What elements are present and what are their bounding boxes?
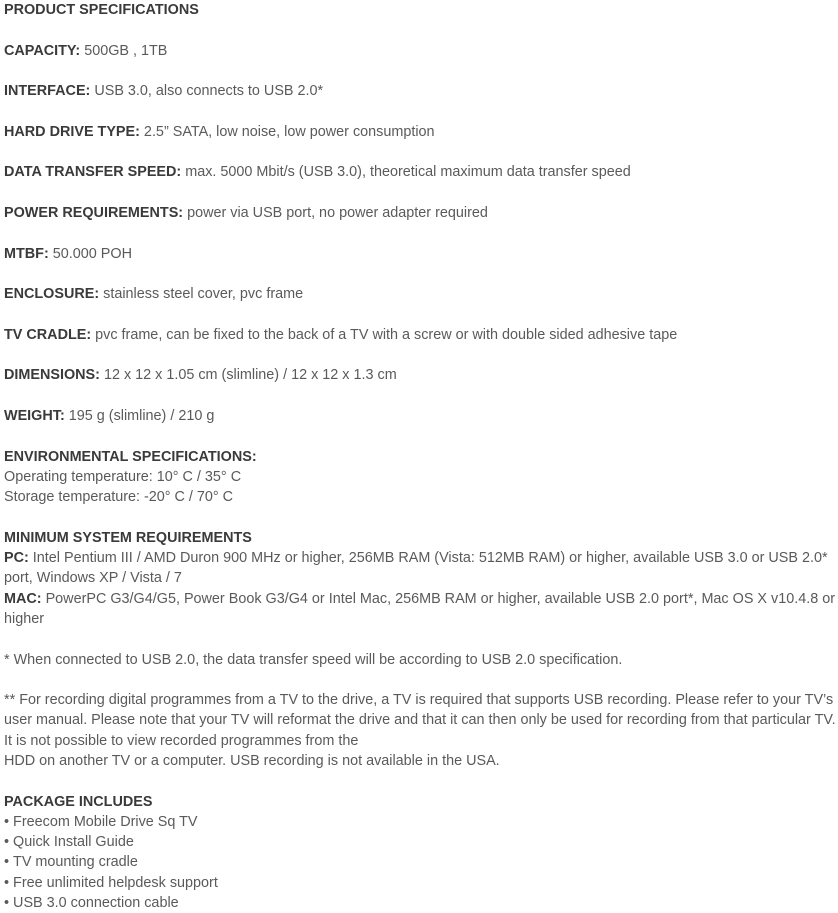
spec-label: HARD DRIVE TYPE: [4, 123, 140, 140]
storage-temperature: Storage temperature: -20° C / 70° C [4, 489, 234, 506]
spec-label: TV CRADLE: [4, 326, 92, 343]
package-list [4, 812, 838, 913]
spec-value: 195 g (slimline) / 210 g [64, 407, 215, 424]
mac-requirements [4, 589, 838, 630]
mac-label: MAC: [4, 590, 42, 607]
spacer [4, 223, 838, 243]
spec-value: power via USB port, no power adapter required [183, 204, 488, 221]
spacer [4, 101, 838, 121]
spec-value: 500GB , 1TB [80, 42, 168, 59]
spec-label: DIMENSIONS: [4, 367, 100, 384]
pc-value: Intel Pentium III / AMD Duron 900 MHz or higher, 256MB RAM (Vista: 512MB RAM) or higher, available USB 3.0 or USB 2.0* port, Windows XP / Vista / 7 [4, 550, 828, 587]
spacer [4, 345, 838, 365]
spec-label: POWER REQUIREMENTS: [4, 204, 184, 221]
spec-value: 12 x 12 x 1.05 cm (slimline) / 12 x 12 x 1.3 cm [99, 367, 397, 384]
spacer [4, 670, 838, 690]
list-item: • USB 3.0 connection cable [4, 893, 838, 913]
page-title: PRODUCT SPECIFICATIONS [4, 2, 199, 18]
spacer [4, 771, 838, 791]
list-item: • TV mounting cradle [4, 852, 838, 872]
spec-weight [4, 406, 838, 426]
spec-interface [4, 81, 838, 101]
section-heading: PACKAGE INCLUDES [4, 793, 153, 810]
spec-enclosure [4, 284, 838, 304]
spacer [4, 61, 838, 81]
spec-label: DATA TRANSFER SPEED: [4, 164, 182, 181]
spacer [4, 304, 838, 324]
spec-value: USB 3.0, also connects to USB 2.0* [90, 83, 324, 100]
spec-power-requirements [4, 203, 838, 223]
footnote-recording-text: ** For recording digital programmes from a TV to the drive, a TV is required that supports USB recording. Please refer to your TV’s user manual. Please note that your TV will reformat the drive and that it can then only be used for recording from that particular TV. It is not possible to view recorded programmes from the [4, 692, 836, 749]
spacer [4, 426, 838, 446]
list-item: • Quick Install Guide [4, 832, 838, 852]
spec-mtbf [4, 244, 838, 264]
spec-capacity [4, 41, 838, 61]
spacer [4, 386, 838, 406]
spec-label: MTBF: [4, 245, 49, 262]
spec-label: ENCLOSURE: [4, 286, 100, 303]
spacer [4, 507, 838, 527]
spec-value: 50.000 POH [48, 245, 132, 262]
spec-hard-drive-type [4, 122, 838, 142]
list-item: • Free unlimited helpdesk support [4, 873, 838, 893]
spec-value: pvc frame, can be fixed to the back of a TV with a screw or with double sided adhesive tape [91, 326, 678, 343]
spec-label: WEIGHT: [4, 407, 65, 424]
spec-tv-cradle [4, 325, 838, 345]
footnote-recording [4, 690, 838, 771]
section-heading: ENVIRONMENTAL SPECIFICATIONS: [4, 448, 257, 465]
footnote-usb2: * When connected to USB 2.0, the data transfer speed will be according to USB 2.0 specification. [4, 651, 623, 668]
spacer [4, 183, 838, 203]
spec-data-transfer-speed [4, 162, 838, 182]
environmental-section [4, 447, 838, 508]
operating-temperature: Operating temperature: 10° C / 35° C [4, 468, 242, 485]
pc-label: PC: [4, 550, 29, 567]
list-item: • Freecom Mobile Drive Sq TV [4, 812, 838, 832]
package-section [4, 792, 838, 913]
pc-requirements [4, 548, 838, 589]
footnote-recording-text-end: HDD on another TV or a computer. USB recording is not available in the USA. [4, 752, 500, 769]
section-heading: MINIMUM SYSTEM REQUIREMENTS [4, 529, 252, 546]
spacer [4, 629, 838, 649]
system-requirements-section [4, 528, 838, 629]
spec-value: max. 5000 Mbit/s (USB 3.0), theoretical maximum data transfer speed [181, 164, 631, 181]
spec-value: stainless steel cover, pvc frame [99, 286, 304, 303]
spec-dimensions [4, 365, 838, 385]
spacer [4, 264, 838, 284]
spacer [4, 20, 838, 40]
spec-value: 2.5” SATA, low noise, low power consumption [139, 123, 435, 140]
spec-label: INTERFACE: [4, 83, 91, 100]
mac-value: PowerPC G3/G4/G5, Power Book G3/G4 or Intel Mac, 256MB RAM or higher, available USB 2.0 port*, Mac OS X v10.4.8 or higher [4, 590, 836, 627]
spec-label: CAPACITY: [4, 42, 81, 59]
spacer [4, 142, 838, 162]
